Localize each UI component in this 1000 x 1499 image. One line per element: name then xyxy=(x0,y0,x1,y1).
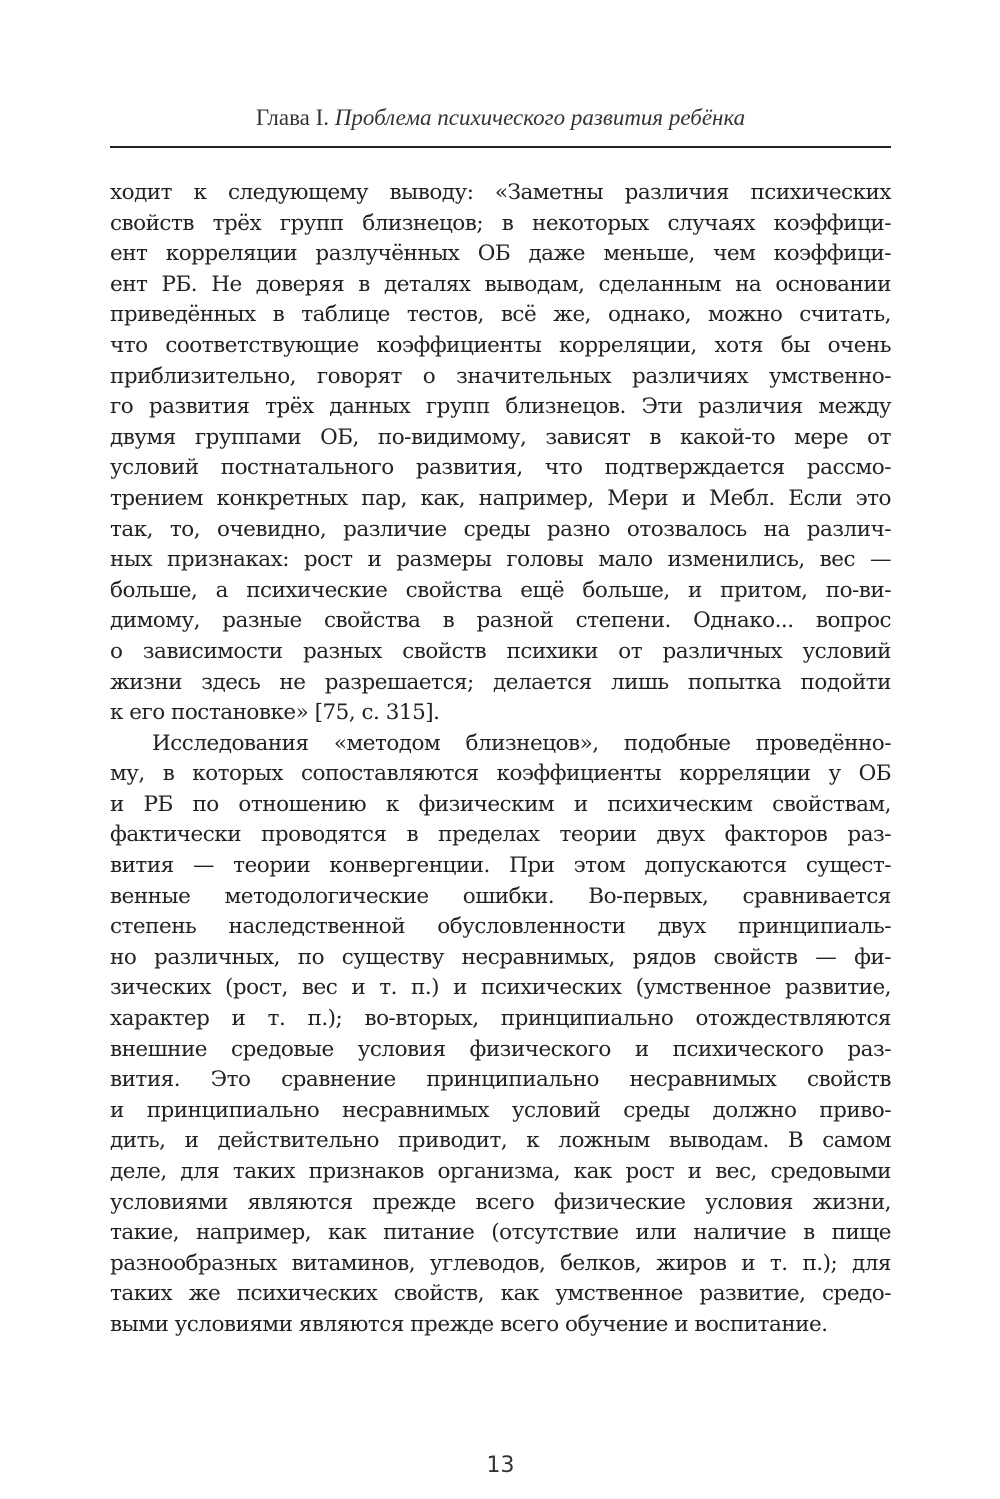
text-line: к его постановке» [75, с. 315]. xyxy=(110,700,440,726)
text-line: го развития трёх данных групп близнецов. Эти различия между xyxy=(110,394,891,420)
paragraph xyxy=(110,729,891,1341)
text-line: вития — теории конвергенции. При этом допускаются сущест- xyxy=(110,853,891,879)
paragraph-container xyxy=(110,178,891,1341)
text-line: приблизительно, говорят о значительных различиях умственно- xyxy=(110,363,891,389)
text-line: деле, для таких признаков организма, как рост и вес, средовыми xyxy=(110,1159,891,1184)
text-line: степень наследственной обусловленности двух принципиаль- xyxy=(110,914,891,940)
text-line: и РБ по отношению к физическим и психическим свойствам, xyxy=(110,791,891,817)
text-line: так, то, очевидно, различие среды разно отозвалось на различ- xyxy=(110,516,891,542)
text-line: такие, например, как питание (отсутствие или наличие в пище xyxy=(110,1220,891,1246)
paragraph xyxy=(110,178,891,729)
text-line: ент РБ. Не доверяя в деталях выводам, сделанным на основании xyxy=(110,271,891,297)
text-line: ных признаках: рост и размеры головы мало изменились, вес — xyxy=(110,547,891,573)
text-line: больше, а психические свойства ещё больше, и притом, по-ви- xyxy=(110,577,891,603)
text-line: разнообразных витаминов, углеводов, белков, жиров и т. п.); для xyxy=(110,1250,891,1276)
text-line: му, в которых сопоставляются коэффициенты корреляции у ОБ xyxy=(110,761,891,787)
running-header xyxy=(110,103,891,133)
text-line: характер и т. п.); во-вторых, принципиально отождествляются xyxy=(110,1006,891,1032)
text-line: жизни здесь не разрешается; делается лишь попытка подойти xyxy=(110,669,891,695)
text-line: условий постнатального развития, что подтверждается рассмо- xyxy=(110,455,891,481)
text-line: таких же психических свойств, как умственное развитие, средо- xyxy=(110,1281,891,1307)
text-line: выми условиями являются прежде всего обучение и воспитание. xyxy=(110,1311,828,1337)
text-line: фактически проводятся в пределах теории двух факторов раз- xyxy=(110,822,891,848)
header-rule xyxy=(110,146,891,148)
header-title: Проблема психического развития ребёнка xyxy=(334,105,746,130)
text-line: внешние средовые условия физического и психического раз- xyxy=(110,1036,891,1062)
text-line: Исследования «методом близнецов», подобные проведённо- xyxy=(152,730,891,756)
text-line: приведённых в таблице тестов, всё же, однако, можно считать, xyxy=(110,302,891,328)
page-number: 13 xyxy=(486,1453,515,1478)
text-line: ходит к следующему выводу: «Заметны различия психических xyxy=(110,180,891,205)
text-line: зических (рост, вес и т. п.) и психических (умственное развитие, xyxy=(110,975,891,1001)
text-line: венные методологические ошибки. Во-первых, сравнивается xyxy=(110,883,891,909)
text-line: трением конкретных пар, как, например, Мери и Мебл. Если это xyxy=(110,485,891,511)
text-line: свойств трёх групп близнецов; в некоторых случаях коэффици- xyxy=(110,210,891,236)
text-line: вития. Это сравнение принципиально несравнимых свойств xyxy=(110,1067,891,1093)
text-line: о зависимости разных свойств психики от различных условий xyxy=(110,638,891,664)
text-line: дить, и действительно приводит, к ложным выводам. В самом xyxy=(110,1128,891,1154)
text-line: но различных, по существу несравнимых, рядов свойств — фи- xyxy=(110,944,891,970)
text-line: димому, разные свойства в разной степени. Однако... вопрос xyxy=(110,608,891,634)
text-line: двумя группами ОБ, по-видимому, зависят в какой-то мере от xyxy=(110,424,891,450)
text-line: что соответствующие коэффициенты корреляции, хотя бы очень xyxy=(110,332,891,358)
text-line: условиями являются прежде всего физические условия жизни, xyxy=(110,1189,891,1215)
body-text xyxy=(110,178,891,1341)
text-line: и принципиально несравнимых условий среды должно приво- xyxy=(110,1097,891,1123)
header-chapter: Глава I. xyxy=(255,105,330,130)
text-line: ент корреляции разлучённых ОБ даже меньше, чем коэффици- xyxy=(110,241,891,267)
